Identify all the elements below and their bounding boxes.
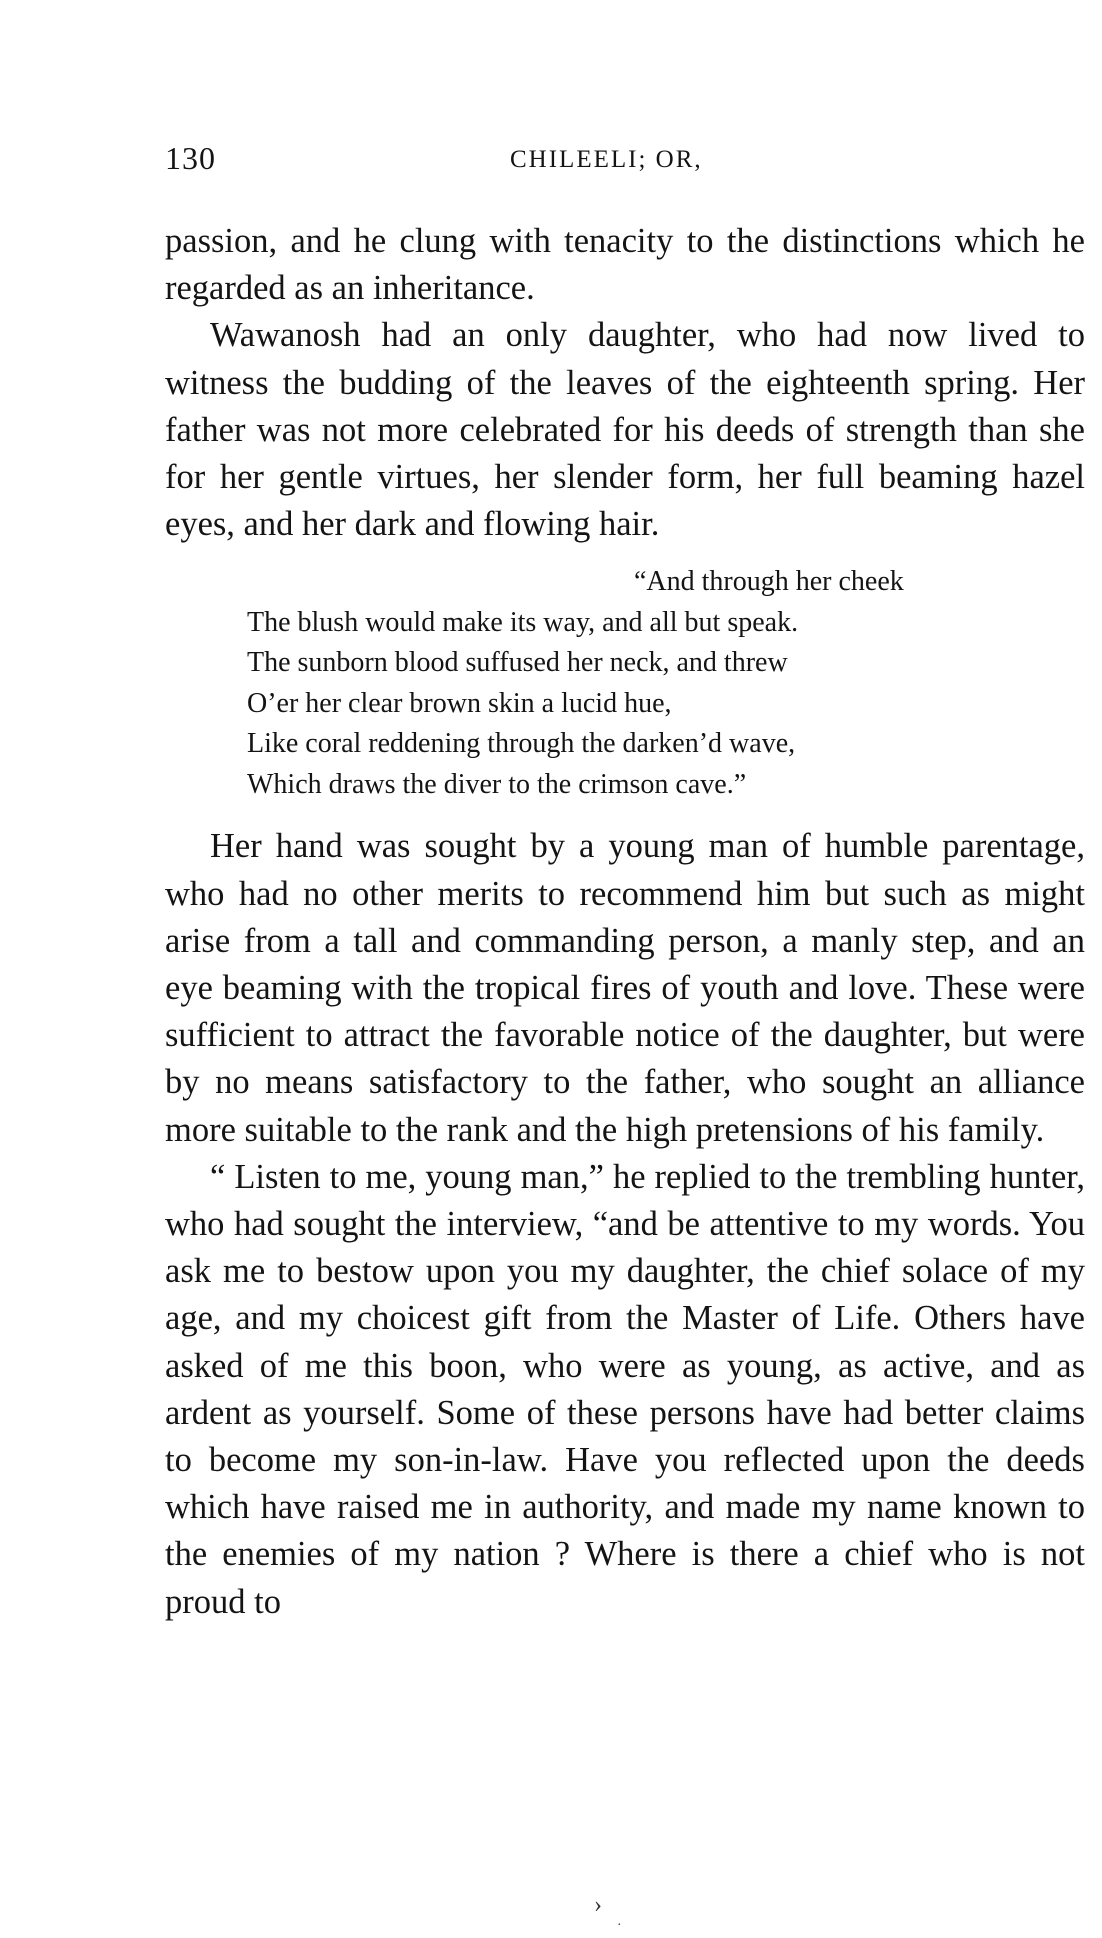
poem-line: O’er her clear brown skin a lucid hue, [247,687,672,719]
page-header [165,140,1085,180]
running-head: CHILEELI; OR, [510,146,703,173]
poem-line: “And through her cheek [634,566,904,598]
paragraph: “ Listen to me, young man,” he replied to the trembling hunter, who had sought the interview, “and be attentive to my words. You ask me to bestow upon you my daughter, the chief solace of my age, and my choicest gift from the Master of Life. Others have asked of me this boon, who were as young, as active, and as ardent as yourself. Some of these persons have had better claims to become my son-in-law. Have you reflected upon the deeds which have raised me in authority, and made my name known to the enemies of my nation ? Where is there a chief who is not proud to [165,1157,1085,1621]
body-text [165,218,1085,1626]
poem-line: The blush would make its way, and all but speak. [247,606,799,638]
printer-mark: · [617,1918,622,1933]
printer-mark: › [594,1892,602,1918]
paragraph: Wawanosh had an only daughter, who had now lived to witness the budding of the leaves of the eighteenth spring. Her father was not more celebrated for his deeds of strength than she for her gentle virtues, her slender form, her full beaming hazel eyes, and her dark and flowing hair. [165,316,1085,544]
poem-quotation [247,562,1085,805]
page-number: 130 [165,140,216,176]
poem-line: Which draws the diver to the crimson cave.” [247,768,747,800]
poem-line: The sunborn blood suffused her neck, and threw [247,647,788,679]
paragraph: passion, and he clung with tenacity to the distinctions which he regarded as an inheritance. [165,222,1085,308]
paragraph: Her hand was sought by a young man of humble parentage, who had no other merits to recommend him but such as might arise from a tall and commanding person, a manly step, and an eye beaming with the tropical fires of youth and love. These were sufficient to attract the favorable notice of the daughter, but were by no means satisfactory to the father, who sought an alliance more suitable to the rank and the high pretensions of his family. [165,827,1085,1149]
poem-line: Like coral reddening through the darken’d wave, [247,728,796,760]
